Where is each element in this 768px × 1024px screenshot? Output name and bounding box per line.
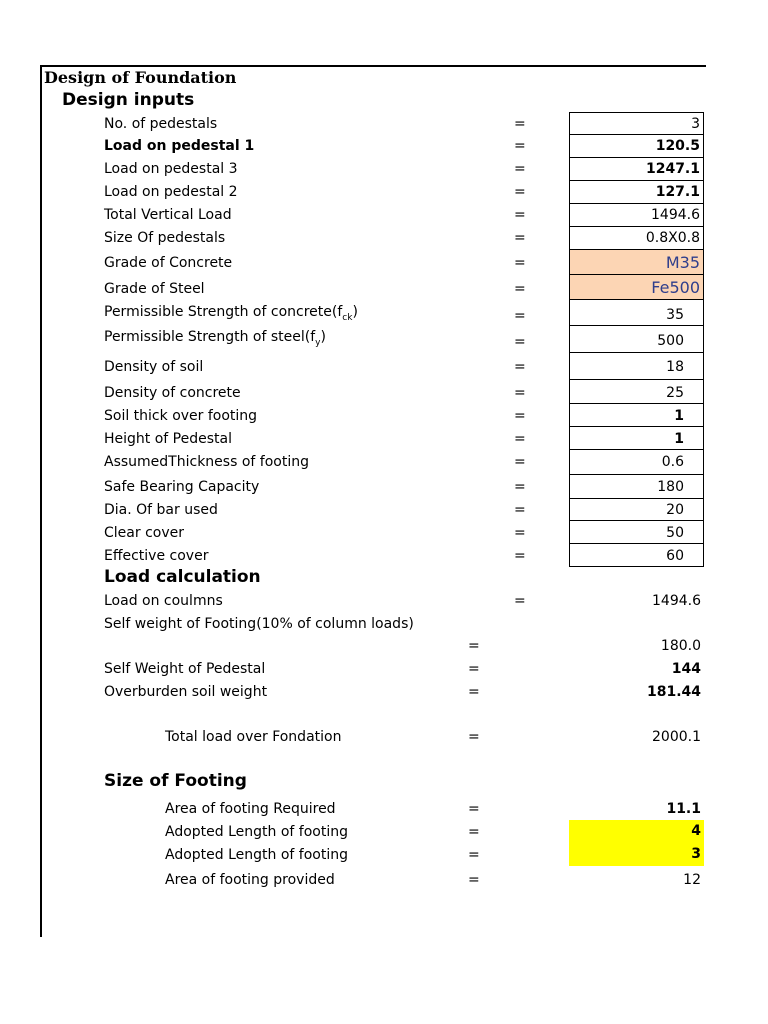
input-value: 60 — [666, 548, 684, 564]
input-label: Grade of Concrete — [104, 255, 233, 271]
input-label: AssumedThickness of footing — [104, 454, 309, 470]
equals-sign: = — [514, 184, 526, 200]
equals-sign: = — [514, 525, 526, 541]
section-load-calculation: Load calculation — [104, 567, 261, 587]
input-label — [104, 329, 326, 348]
input-value: 50 — [666, 525, 684, 541]
label-subscript: ck — [342, 312, 353, 323]
equals-sign: = — [514, 479, 526, 495]
label-text: Permissible Strength of concrete(f — [104, 304, 343, 320]
load-value: 144 — [671, 661, 701, 677]
input-value: 1494.6 — [651, 207, 700, 223]
size-label: Area of footing Required — [165, 801, 336, 817]
input-label: No. of pedestals — [104, 116, 218, 132]
size-label: Area of footing provided — [165, 872, 335, 888]
equals-sign: = — [514, 207, 526, 223]
input-label: Load on pedestal 2 — [104, 184, 238, 200]
input-label: Effective cover — [104, 548, 209, 564]
size-value: 4 — [691, 823, 701, 839]
equals-sign: = — [468, 638, 480, 654]
equals-sign: = — [514, 408, 526, 424]
equals-sign: = — [514, 255, 526, 271]
load-label: Overburden soil weight — [104, 684, 268, 700]
label-text: ) — [320, 329, 326, 345]
label-text: Permissible Strength of steel(f — [104, 329, 316, 345]
input-label: Density of soil — [104, 359, 204, 375]
input-cell[interactable] — [569, 299, 704, 326]
input-cell[interactable] — [569, 180, 704, 204]
input-cell[interactable] — [569, 325, 704, 353]
equals-sign: = — [514, 230, 526, 246]
input-cell-concrete-grade[interactable] — [569, 249, 704, 275]
input-cell[interactable] — [569, 403, 704, 427]
input-cell[interactable] — [569, 203, 704, 227]
input-label: Total Vertical Load — [104, 207, 232, 223]
input-cell[interactable] — [569, 543, 704, 567]
size-value: 12 — [683, 872, 701, 888]
equals-sign: = — [468, 847, 480, 863]
equals-sign: = — [468, 661, 480, 677]
input-value: Fe500 — [651, 278, 700, 297]
sheet-left-border — [40, 65, 42, 937]
input-label: Density of concrete — [104, 385, 241, 401]
input-cell[interactable] — [569, 449, 704, 475]
input-cell-steel-grade[interactable] — [569, 274, 704, 300]
input-label: Dia. Of bar used — [104, 502, 218, 518]
input-label: Size Of pedestals — [104, 230, 226, 246]
input-label: Load on pedestal 3 — [104, 161, 238, 177]
input-cell[interactable] — [569, 352, 704, 380]
load-total-label: Total load over Fondation — [165, 729, 342, 745]
equals-sign: = — [514, 431, 526, 447]
equals-sign: = — [514, 359, 526, 375]
input-cell[interactable] — [569, 112, 704, 135]
section-size-of-footing: Size of Footing — [104, 771, 247, 791]
input-value: 18 — [666, 359, 684, 375]
adopted-width-cell[interactable] — [569, 843, 704, 866]
input-value: 20 — [666, 502, 684, 518]
input-label: Safe Bearing Capacity — [104, 479, 260, 495]
adopted-length-cell[interactable] — [569, 820, 704, 843]
equals-sign: = — [514, 281, 526, 297]
section-design-inputs: Design inputs — [62, 90, 195, 110]
sheet-top-border — [40, 65, 706, 67]
size-label: Adopted Length of footing — [165, 847, 348, 863]
equals-sign: = — [514, 454, 526, 470]
input-label — [104, 304, 358, 323]
input-cell[interactable] — [569, 426, 704, 450]
input-value: 500 — [657, 333, 684, 349]
input-value: 25 — [666, 385, 684, 401]
equals-sign: = — [514, 161, 526, 177]
size-value: 3 — [691, 846, 701, 862]
input-value: 0.6 — [661, 454, 684, 470]
load-label: Self Weight of Pedestal — [104, 661, 266, 677]
load-value: 181.44 — [646, 684, 701, 700]
input-label: Height of Pedestal — [104, 431, 232, 447]
equals-sign: = — [514, 334, 526, 350]
input-cell[interactable] — [569, 134, 704, 158]
equals-sign: = — [468, 801, 480, 817]
equals-sign: = — [468, 684, 480, 700]
equals-sign: = — [514, 502, 526, 518]
equals-sign: = — [468, 872, 480, 888]
equals-sign: = — [468, 729, 480, 745]
equals-sign: = — [514, 116, 526, 132]
size-label: Adopted Length of footing — [165, 824, 348, 840]
size-value: 11.1 — [666, 801, 701, 817]
input-value: 3 — [691, 116, 700, 132]
page-title: Design of Foundation — [44, 68, 237, 87]
input-cell[interactable] — [569, 474, 704, 499]
input-value: 127.1 — [655, 184, 700, 200]
input-cell[interactable] — [569, 498, 704, 521]
input-value: 120.5 — [655, 138, 700, 154]
input-value: M35 — [665, 253, 700, 272]
equals-sign: = — [514, 548, 526, 564]
load-value: 180.0 — [660, 638, 701, 654]
equals-sign: = — [514, 308, 526, 324]
input-cell[interactable] — [569, 379, 704, 404]
input-label: Clear cover — [104, 525, 184, 541]
input-label: Grade of Steel — [104, 281, 205, 297]
equals-sign: = — [514, 385, 526, 401]
input-cell[interactable] — [569, 520, 704, 544]
load-label: Self weight of Footing(10% of column loads) — [104, 616, 414, 632]
load-label: Load on coulmns — [104, 593, 223, 609]
equals-sign: = — [514, 593, 526, 609]
input-label: Load on pedestal 1 — [104, 138, 255, 154]
input-value: 180 — [657, 479, 684, 495]
input-value: 1 — [674, 408, 684, 424]
load-value: 1494.6 — [652, 593, 701, 609]
input-value: 35 — [666, 307, 684, 323]
input-label: Soil thick over footing — [104, 408, 258, 424]
input-value: 1247.1 — [645, 161, 700, 177]
equals-sign: = — [468, 824, 480, 840]
label-text: ) — [352, 304, 358, 320]
label-subscript: y — [315, 337, 321, 348]
equals-sign: = — [514, 138, 526, 154]
input-cell[interactable] — [569, 226, 704, 250]
input-value: 0.8X0.8 — [645, 230, 700, 246]
input-value: 1 — [674, 431, 684, 447]
load-total-value: 2000.1 — [652, 729, 701, 745]
input-cell[interactable] — [569, 157, 704, 181]
